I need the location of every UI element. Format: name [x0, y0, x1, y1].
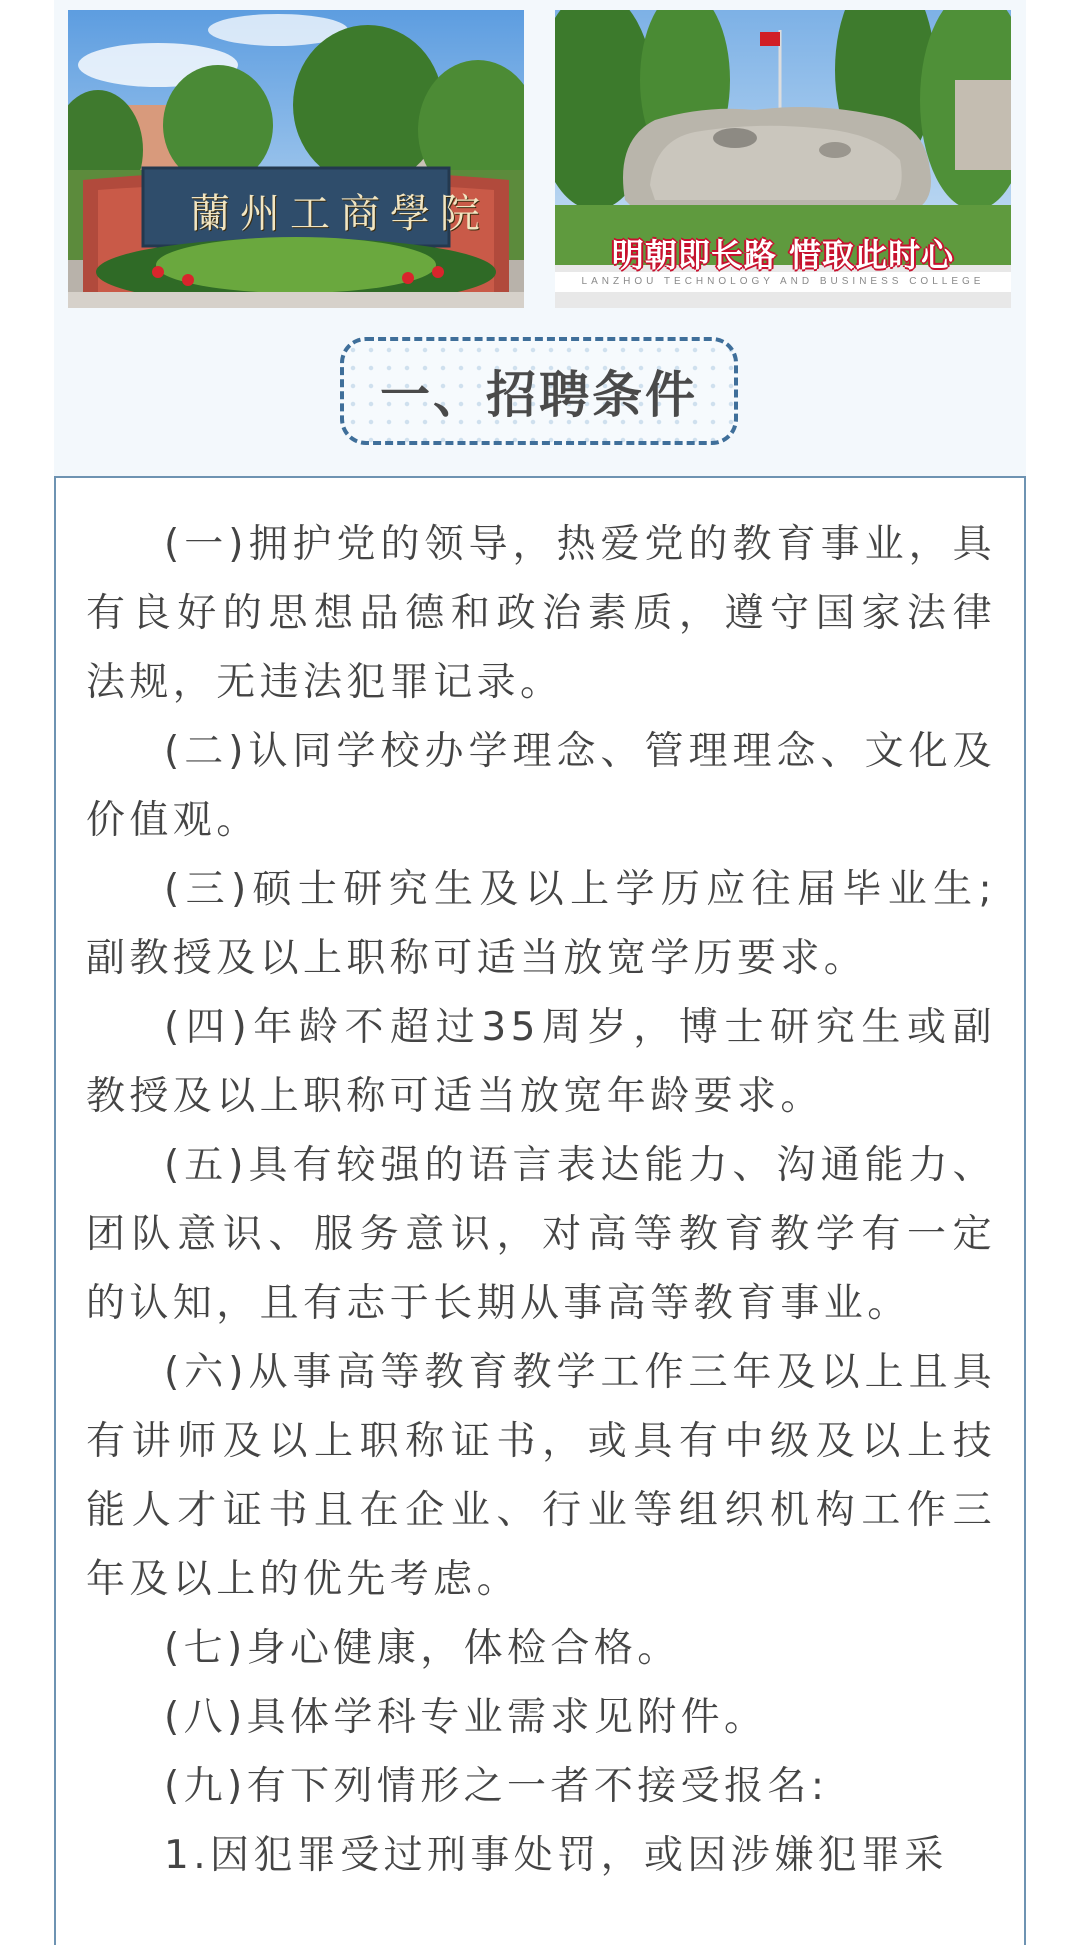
- monument-slogan: 明朝即长路 惜取此时心: [611, 236, 955, 274]
- monument-english-name: LANZHOU TECHNOLOGY AND BUSINESS COLLEGE: [581, 276, 985, 287]
- condition-paragraph: (二)认同学校办学理念、管理理念、文化及价值观。: [86, 729, 996, 843]
- condition-paragraph: (七)身心健康，体检合格。: [164, 1626, 681, 1671]
- campus-sign-illustration: [68, 10, 524, 308]
- condition-paragraph: (九)有下列情形之一者不接受报名:: [164, 1764, 829, 1809]
- condition-paragraph: (三)硕士研究生及以上学历应往届毕业生;副教授及以上职称可适当放宽学历要求。: [86, 867, 996, 981]
- condition-paragraph: (四)年龄不超过35周岁，博士研究生或副教授及以上职称可适当放宽年龄要求。: [86, 1005, 996, 1119]
- condition-paragraph: (六)从事高等教育教学工作三年及以上且具有讲师及以上职称证书，或具有中级及以上技能人才证书且在企业、行业等组织机构工作三年及以上的优先考虑。: [86, 1350, 996, 1602]
- conditions-panel: [54, 476, 1026, 1945]
- campus-sign-text: 蘭州工商學院: [190, 191, 490, 237]
- section-heading: 一、招聘条件: [380, 366, 698, 424]
- condition-paragraph: (一)拥护党的领导，热爱党的教育事业，具有良好的思想品德和政治素质，遵守国家法律法规，无违法犯罪记录。: [86, 522, 996, 705]
- conditions-text: [86, 510, 996, 1890]
- campus-monument-photo: [555, 10, 1011, 308]
- campus-sign-photo: [68, 10, 524, 308]
- condition-paragraph: (八)具体学科专业需求见附件。: [164, 1695, 768, 1740]
- condition-paragraph: (五)具有较强的语言表达能力、沟通能力、团队意识、服务意识，对高等教育教学有一定的认知，且有志于长期从事高等教育事业。: [86, 1143, 996, 1326]
- section-heading-box: [340, 337, 738, 445]
- condition-paragraph: 1.因犯罪受过刑事处罚，或因涉嫌犯罪采: [164, 1833, 948, 1878]
